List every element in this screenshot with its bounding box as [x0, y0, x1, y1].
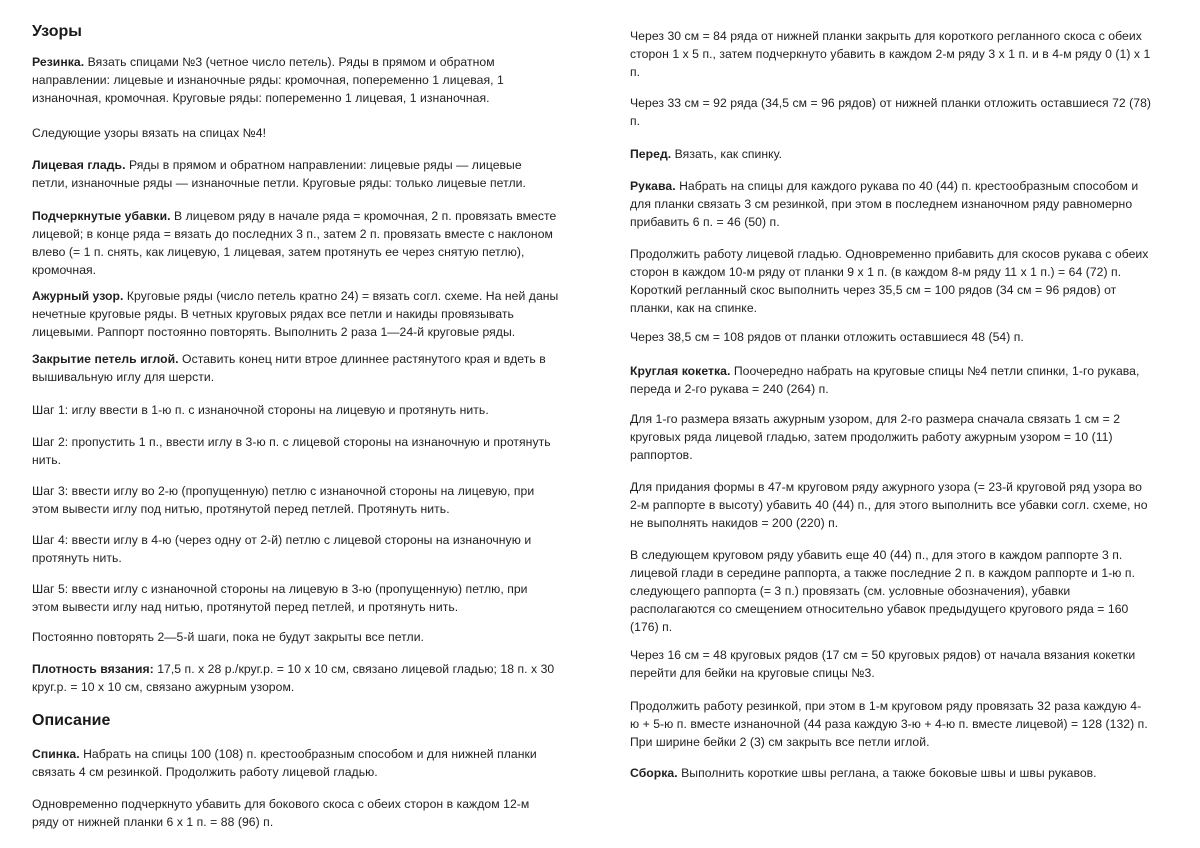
term-sleeves: Рукава. — [630, 179, 676, 193]
paragraph-repeat: Постоянно повторять 2—5-й шаги, пока не будут закрыты все петли. — [32, 630, 424, 644]
section-title-description: Описание — [32, 712, 111, 729]
paragraph-step-4: Шаг 4: ввести иглу в 4-ю (через одну от 2-й) петлю с лицевой стороны на изнаночную и протянуть нить. — [32, 533, 532, 565]
term-gauge: Плотность вязания: — [32, 662, 154, 676]
term-back: Спинка. — [32, 747, 80, 761]
section-title-patterns: Узоры — [32, 23, 82, 40]
paragraph-yoke-rib: Через 16 см = 48 круговых рядов (17 см = 50 круговых рядов) от начала вязания кокетки перейти для бейки на круговые спицы №3. — [630, 648, 1136, 680]
term-front: Перед. — [630, 147, 672, 161]
paragraph-yoke-sizes: Для 1-го размера вязать ажурным узором, для 2-го размера сначала связать 1 см = 2 круговых ряда лицевой гладью, затем продолжить работу ажурным узором = 10 (11) раппортов. — [630, 412, 1121, 462]
paragraph-stockinette: Лицевая гладь. Ряды в прямом и обратном направлении: лицевые ряды — лицевые петли, изнаночные ряды — изнаночные петли. Круговые ряды: только лицевые петли. — [32, 158, 526, 190]
paragraph-front: Перед. Вязать, как спинку. — [630, 147, 783, 161]
paragraph-raglan: Через 30 см = 84 ряда от нижней планки закрыть для короткого регланного скоса с обеих сторон 1 х 5 п., затем подчеркнуто убавить в каждом 2-м ряду 3 х 1 п. и в 4-м ряду 0 (1) х 1 п. — [630, 29, 1151, 79]
paragraph-decreases: Подчеркнутые убавки. В лицевом ряду в начале ряда = кромочная, 2 п. провязать вместе лицевой; в конце ряда = вязать до последних 3 п., затем 2 п. провязать вместе с наклоном влево (= 1 п. снять, как лицевую, 1 лицевая, затем протянуть ее через снятую петлю), кромочная. — [32, 209, 557, 277]
term-yoke: Круглая кокетка. — [630, 364, 731, 378]
paragraph-rib: Резинка. Вязать спицами №3 (четное число петель). Ряды в прямом и обратном направлении: лицевые и изнаночные ряды: кромочная, попеременно 1 лицевая, 1 изнаночная, кромочная. Круговые ряды: попеременно 1 лицевая, 1 изнаночная. — [32, 55, 504, 105]
paragraph-yoke: Круглая кокетка. Поочередно набрать на круговые спицы №4 петли спинки, 1-го рукава, переда и 2-го рукава = 240 (264) п. — [630, 364, 1140, 396]
paragraph-sleeves: Рукава. Набрать на спицы для каждого рукава по 40 (44) п. крестообразным способом и для планки связать 3 см резинкой, при этом в последнем изнаночном ряду равномерно прибавить 6 п. = 46 (50) п. — [630, 179, 1139, 229]
paragraph-neckband: Продолжить работу резинкой, при этом в 1-м круговом ряду провязать 32 раза каждую 4- ю + 5-ю п. вместе изнаночной (44 раза каждую 3-ю + 4-ю п. вместе лицевой) = 128 (132) п. При ширине бейки 2 (3) см закрыть все петли иглой. — [630, 699, 1148, 749]
paragraph-needles-note: Следующие узоры вязать на спицах №4! — [32, 126, 267, 140]
paragraph-assembly: Сборка. Выполнить короткие швы реглана, а также боковые швы и швы рукавов. — [630, 766, 1097, 780]
paragraph-step-1: Шаг 1: иглу ввести в 1-ю п. с изнаночной стороны на лицевую и протянуть нить. — [32, 403, 489, 417]
term-decreases: Подчеркнутые убавки. — [32, 209, 171, 223]
term-stockinette: Лицевая гладь. — [32, 158, 126, 172]
paragraph-yoke-shape: Для придания формы в 47-м круговом ряду ажурного узора (= 23-й круговой ряд узора во 2-м раппорте в высоту) убавить 40 (44) п., для этого выполнить все убавки согл. схеме, но не выполнять накидов = 200 (220) п. — [630, 480, 1148, 530]
paragraph-back-decrease: Одновременно подчеркнуто убавить для бокового скоса с обеих сторон в каждом 12-м ряду от нижней планки 6 х 1 п. = 88 (96) п. — [32, 797, 530, 829]
paragraph-bindoff: Закрытие петель иглой. Оставить конец нити втрое длиннее растянутого края и вдеть в вышивальную иглу для шерсти. — [32, 352, 546, 384]
paragraph-step-3: Шаг 3: ввести иглу во 2-ю (пропущенную) петлю с изнаночной стороны на лицевую, при этом вывести иглу под нитью, протянутой перед петлей. Протянуть нить. — [32, 484, 535, 516]
paragraph-step-2: Шаг 2: пропустить 1 п., ввести иглу в 3-ю п. с лицевой стороны на изнаночную и протянуть нить. — [32, 435, 551, 467]
term-bindoff: Закрытие петель иглой. — [32, 352, 179, 366]
term-lace: Ажурный узор. — [32, 289, 124, 303]
paragraph-back-end: Через 33 см = 92 ряда (34,5 см = 96 рядов) от нижней планки отложить оставшиеся 72 (78) п. — [630, 96, 1152, 128]
paragraph-sleeves-end: Через 38,5 см = 108 рядов от планки отложить оставшиеся 48 (54) п. — [630, 330, 1024, 344]
term-rib: Резинка. — [32, 55, 85, 69]
paragraph-sleeves-increase: Продолжить работу лицевой гладью. Одновременно прибавить для скосов рукава с обеих сторон в каждом 10-м ряду от планки 9 х 1 п. (в каждом 8-м ряду 11 х 1 п.) = 64 (72) п. Короткий регланный скос выполнить через 35,5 см = 100 рядов (34 см = 96 рядов) от планки, как на спинке. — [630, 247, 1149, 315]
term-assembly: Сборка. — [630, 766, 678, 780]
paragraph-step-5: Шаг 5: ввести иглу с изнаночной стороны на лицевую в 3-ю (пропущенную) петлю, при этом вывести иглу над нитью, протянутой перед петлей, и протянуть нить. — [32, 582, 528, 614]
paragraph-yoke-next: В следующем круговом ряду убавить еще 40 (44) п., для этого в каждом раппорте 3 п. лицевой глади в середине раппорта, а также последние 2 п. в каждом раппорте и 1-ю п. следующего раппорта (= 3 п.) провязать (см. условные обозначения), убавки располагаются со смещением относительно убавок предыдущего кругового ряда = 160 (176) п. — [630, 548, 1136, 634]
paragraph-gauge: Плотность вязания: 17,5 п. х 28 р./круг.р. = 10 х 10 см, связано лицевой гладью; 18 п. х 30 круг.р. = 10 х 10 см, связано ажурным узором. — [32, 662, 555, 694]
paragraph-lace: Ажурный узор. Круговые ряды (число петель кратно 24) = вязать согл. схеме. На ней даны нечетные круговые ряды. В четных круговых рядах все петли и накиды провязывать лицевыми. Раппорт постоянно повторять. Выполнить 2 раза 1—24-й круговые ряды. — [32, 289, 559, 339]
paragraph-back: Спинка. Набрать на спицы 100 (108) п. крестообразным способом и для нижней планки связать 4 см резинкой. Продолжить работу лицевой гладью. — [32, 747, 537, 779]
